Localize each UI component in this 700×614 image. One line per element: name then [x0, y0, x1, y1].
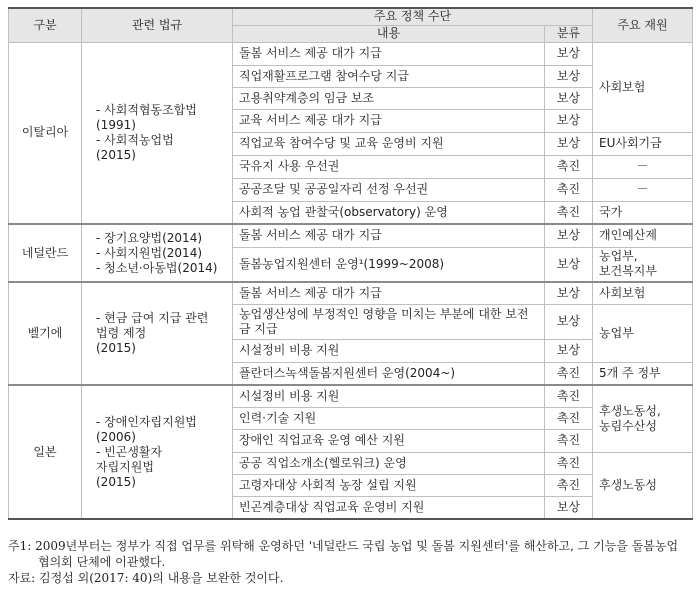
laws-netherlands: - 장기요양법(2014) - 사회지원법(2014) - 청소년·아동법(2014): [82, 224, 233, 282]
policy-type: 촉진: [545, 155, 593, 178]
policy-type: 보상: [545, 304, 593, 339]
policy-table: [8, 7, 693, 520]
header-type: 분류: [545, 25, 593, 42]
policy-type: 촉진: [545, 178, 593, 201]
funding-italy-social-insurance: 사회보험: [593, 42, 693, 132]
funding-italy-none-2: －: [593, 178, 693, 201]
policy-content: 플란더스녹색돌봄지원센터 운영(2004~): [233, 362, 545, 385]
source-note: 자료: 김정섭 외(2017: 40)의 내용을 보완한 것이다.: [8, 571, 284, 585]
policy-content: 고용취약계층의 임금 보조: [233, 87, 545, 109]
header-funding: 주요 재원: [593, 8, 693, 42]
policy-type: 보상: [545, 282, 593, 304]
funding-italy-none-1: －: [593, 155, 693, 178]
funding-italy-eu: EU사회기금: [593, 132, 693, 155]
policy-content: 국유지 사용 우선권: [233, 155, 545, 178]
table-notes: [8, 538, 692, 586]
policy-type: 촉진: [545, 452, 593, 474]
policy-content: 돌봄 서비스 제공 대가 지급: [233, 224, 545, 247]
policy-type: 보상: [545, 87, 593, 109]
header-content: 내용: [233, 25, 545, 42]
policy-content: 인력·기술 지원: [233, 407, 545, 429]
policy-content: 공공조달 및 공공일자리 선정 우선권: [233, 178, 545, 201]
policy-type: 보상: [545, 65, 593, 87]
policy-content: 교육 서비스 제공 대가 지급: [233, 109, 545, 132]
policy-content: 장애인 직업교육 운영 예산 지원: [233, 429, 545, 452]
policy-content: 시설정비 비용 지원: [233, 339, 545, 362]
laws-italy: - 사회적협동조합법 (1991) - 사회적농업법 (2015): [82, 42, 233, 224]
laws-japan: - 장애인자립지원법 (2006) - 빈곤생활자 자립지원법 (2015): [82, 385, 233, 519]
policy-type: 촉진: [545, 474, 593, 496]
policy-type: 보상: [545, 109, 593, 132]
funding-japan-labor: 후생노동성: [593, 452, 693, 519]
funding-netherlands-budget: 개인예산제: [593, 224, 693, 247]
laws-belgium: - 현금 급여 지급 관련 법령 제정 (2015): [82, 282, 233, 385]
footnote-1: 주1: 2009년부터는 정부가 직접 업무를 위탁해 운영하던 '네덜란드 국립 농업 및 돌봄 지원센터'를 해산하고, 그 기능을 돌봄농업 협의회 단체에 이관했다.: [8, 539, 679, 569]
policy-content: 돌봄농업지원센터 운영¹(1999~2008): [233, 247, 545, 282]
header-laws: 관련 법규: [82, 8, 233, 42]
policy-content: 시설정비 비용 지원: [233, 385, 545, 407]
policy-type: 보상: [545, 339, 593, 362]
policy-type: 보상: [545, 496, 593, 519]
header-policy: 주요 정책 수단: [233, 8, 593, 25]
policy-type: 촉진: [545, 385, 593, 407]
funding-belgium-states: 5개 주 정부: [593, 362, 693, 385]
policy-type: 촉진: [545, 201, 593, 224]
policy-content: 직업교육 참여수당 및 교육 운영비 지원: [233, 132, 545, 155]
funding-belgium-agriculture: 농업부: [593, 304, 693, 362]
policy-type: 보상: [545, 224, 593, 247]
funding-belgium-social-insurance: 사회보험: [593, 282, 693, 304]
policy-type: 촉진: [545, 407, 593, 429]
policy-content: 빈곤계층대상 직업교육 운영비 지원: [233, 496, 545, 519]
policy-content: 고령자대상 사회적 농장 설립 지원: [233, 474, 545, 496]
funding-italy-state: 국가: [593, 201, 693, 224]
header-category: 구분: [9, 8, 82, 42]
policy-type: 보상: [545, 132, 593, 155]
country-belgium: 벨기에: [9, 282, 82, 385]
country-italy: 이탈리아: [9, 42, 82, 224]
policy-content: 농업생산성에 부정적인 영향을 미치는 부분에 대한 보전금 지급: [233, 304, 545, 339]
policy-content: 돌봄 서비스 제공 대가 지급: [233, 42, 545, 65]
country-netherlands: 네덜란드: [9, 224, 82, 282]
policy-type: 보상: [545, 42, 593, 65]
policy-content: 돌봄 서비스 제공 대가 지급: [233, 282, 545, 304]
policy-content: 사회적 농업 관찰국(observatory) 운영: [233, 201, 545, 224]
policy-content: 공공 직업소개소(헬로워크) 운영: [233, 452, 545, 474]
policy-type: 촉진: [545, 429, 593, 452]
policy-content: 직업재활프로그램 참여수당 지급: [233, 65, 545, 87]
country-japan: 일본: [9, 385, 82, 519]
funding-japan-ministries: 후생노동성, 농림수산성: [593, 385, 693, 452]
funding-netherlands-ministries: 농업부, 보건복지부: [593, 247, 693, 282]
policy-type: 촉진: [545, 362, 593, 385]
policy-type: 보상: [545, 247, 593, 282]
